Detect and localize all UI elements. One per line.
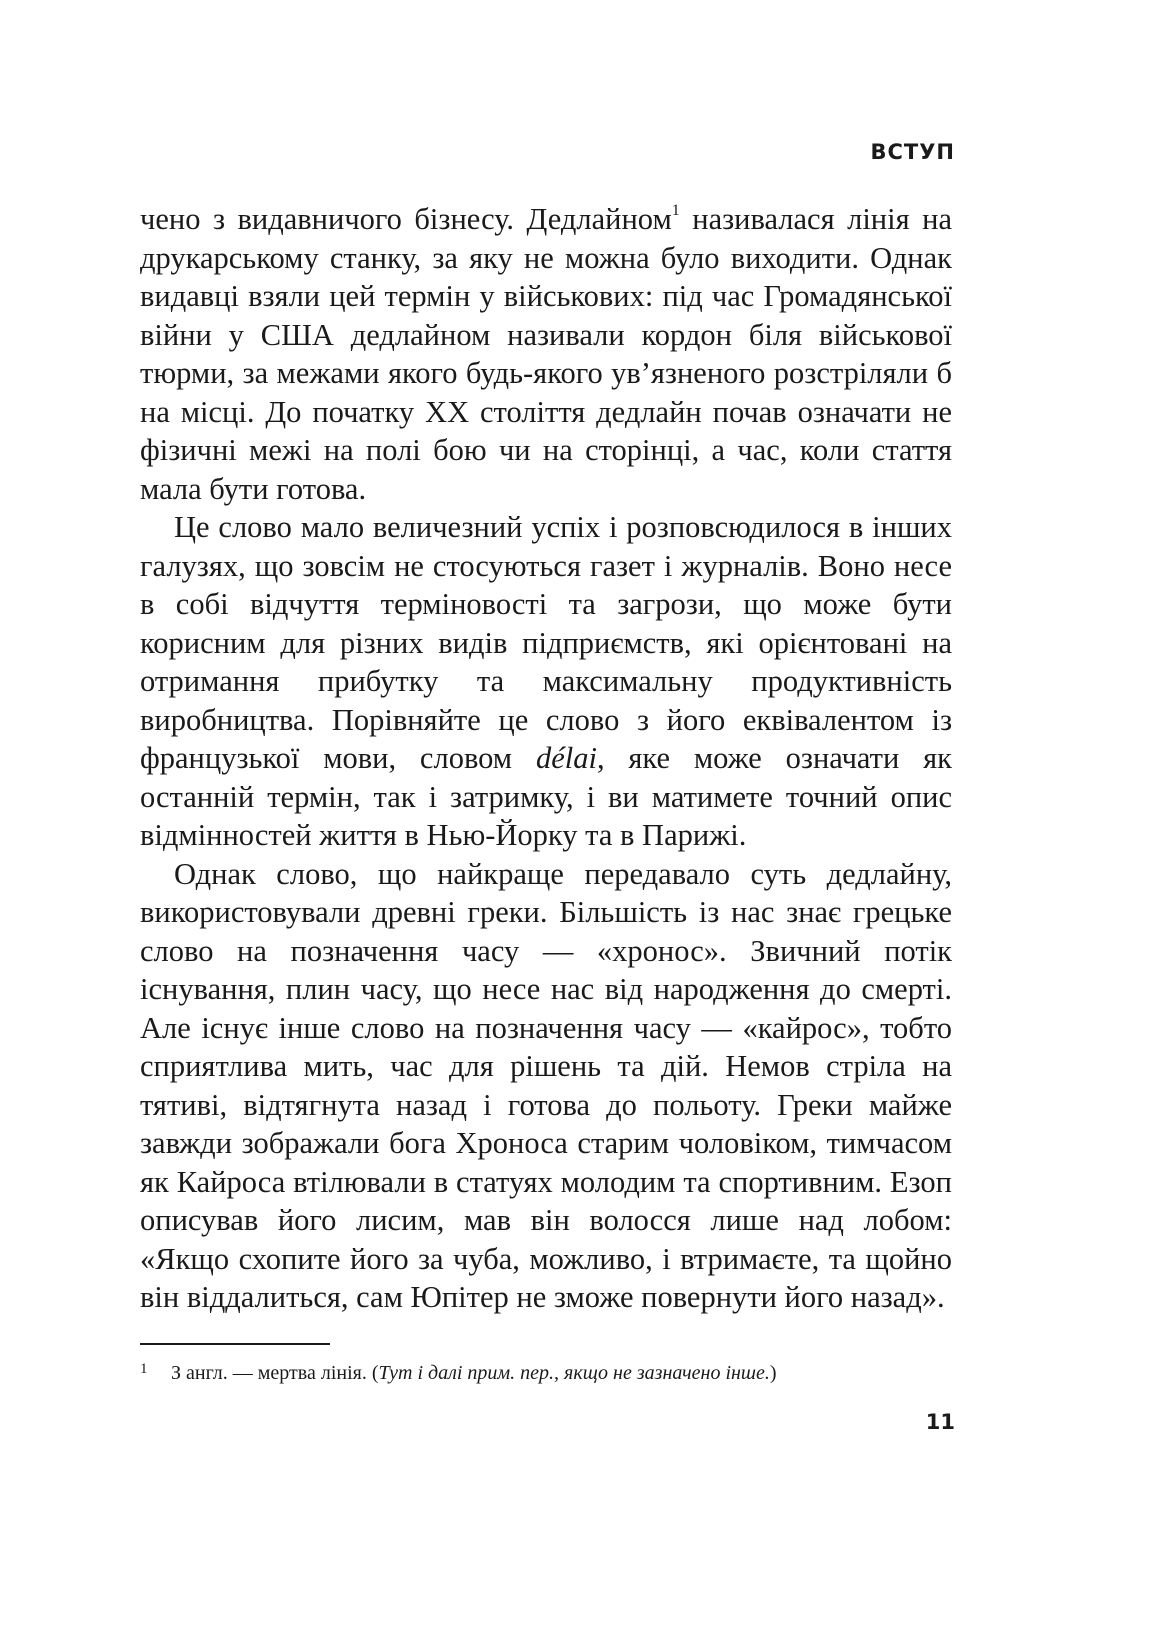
footnote-reference[interactable]: 1 bbox=[671, 202, 680, 219]
paragraph-2 bbox=[140, 508, 952, 855]
body-text bbox=[140, 200, 952, 1317]
paragraph-2-start: Це слово мало величезний успіх і розповсюдилося в інших галузях, що зовсім не стосуються газет і журналів. Воно несе в собі відчуття терміновості та загрози, що може бути корисним для різних видів підприємств, які орієнтовані на отримання прибутку та максимальну продуктивність виробництва. Порівняйте це слово з його еквівалентом із французької мови, словом bbox=[140, 510, 952, 775]
paragraph-1-end: називалася лінія на друкарському станку, за яку не можна було виходити. Однак видавці взяли цей термін у військових: під час Громадянської війни у США дедлайном називали кордон біля військової тюрми, за межами якого будь-якого ув’язненого розстріляли б на місці. До початку XX століття дедлайн почав означати не фізичні межі на полі бою чи на сторінці, а час, коли стаття мала бути готова. bbox=[140, 202, 952, 506]
footnote-close: ) bbox=[769, 1362, 777, 1384]
paragraph-1 bbox=[140, 200, 952, 508]
footnote-mark: 1 bbox=[140, 1361, 148, 1377]
paragraph-1-start: чено з видавничого бізнесу. Дедлайном bbox=[140, 202, 672, 236]
italic-term: délai bbox=[535, 741, 597, 775]
footnote-text bbox=[171, 1360, 777, 1386]
footnote-rule bbox=[140, 1343, 330, 1345]
running-head: ВСТУП bbox=[870, 140, 955, 164]
footnote-italic: Тут і далі прим. пер., якщо не зазначено інше. bbox=[378, 1362, 770, 1384]
paragraph-2-end: , яке може означати як останній термін, так і затримку, і ви матимете точний опис відмінностей життя в Нью-Йорку та в Парижі. bbox=[140, 741, 952, 852]
page-number: 11 bbox=[925, 1410, 955, 1434]
paragraph-3: Однак слово, що найкраще передавало суть дедлайну, використовували древні греки. Більшість із нас знає грецьке слово на позначення часу — «хронос». Звичний потік існування, плин часу, що несе нас від народження до смерті. Але існує інше слово на позначення часу — «кайрос», тобто сприятлива мить, час для рішень та дій. Немов стріла на тятиві, відтягнута назад і готова до польоту. Греки майже завжди зображали бога Хроноса старим чоловіком, тимчасом як Кайроса втілювали в статуях молодим та спортивним. Езоп описував його лисим, мав він волосся лише над лобом: «Якщо схопите його за чуба, можливо, і втримаєте, та щойно він віддалиться, сам Юпітер не зможе повернути його назад». bbox=[140, 856, 952, 1314]
footnote-text-start: З англ. — мертва лінія. ( bbox=[171, 1362, 379, 1384]
